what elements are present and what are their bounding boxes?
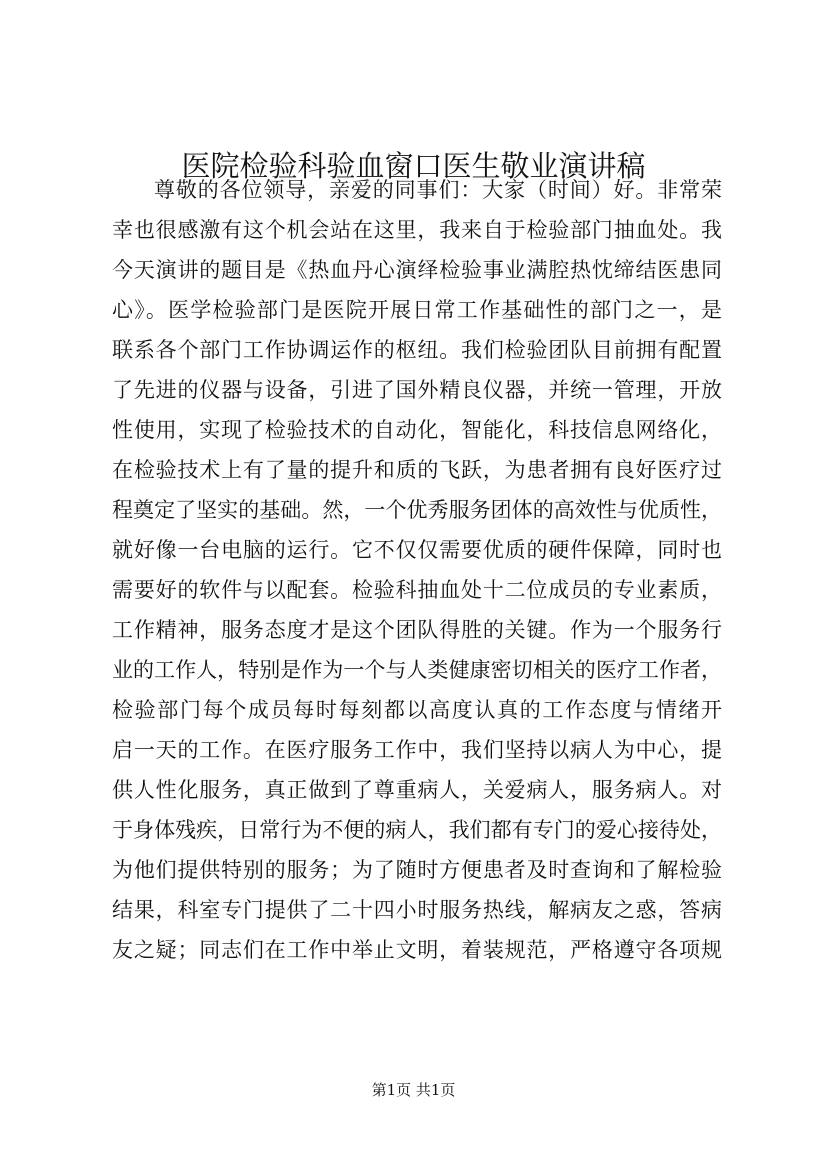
body-line: 检验部门每个成员每时每刻都以高度认真的工作态度与情绪开 (112, 698, 722, 722)
body-line: 结果，科室专门提供了二十四小时服务热线，解病友之惑，答病 (112, 898, 722, 922)
body-line: 联系各个部门工作协调运作的枢纽。我们检验团队目前拥有配置 (112, 338, 722, 362)
document-body (112, 170, 722, 970)
body-line: 程奠定了坚实的基础。然，一个优秀服务团体的高效性与优质性， (112, 498, 722, 522)
body-line: 就好像一台电脑的运行。它不仅仅需要优质的硬件保障，同时也 (112, 538, 722, 562)
body-line: 启一天的工作。在医疗服务工作中，我们坚持以病人为中心，提 (112, 738, 722, 762)
body-line: 供人性化服务，真正做到了尊重病人，关爱病人，服务病人。对 (112, 778, 722, 802)
body-line: 为他们提供特别的服务；为了随时方便患者及时查询和了解检验 (112, 858, 722, 882)
body-line: 心》。医学检验部门是医院开展日常工作基础性的部门之一，是 (112, 298, 722, 322)
body-line: 需要好的软件与以配套。检验科抽血处十二位成员的专业素质， (112, 578, 722, 602)
body-line: 尊敬的各位领导，亲爱的同事们：大家（时间）好。非常荣 (154, 178, 722, 202)
page-footer: 第1页 共1页 (371, 1081, 456, 1099)
document-title: 医院检验科验血窗口医生敬业演讲稿 (181, 149, 646, 183)
body-line: 友之疑；同志们在工作中举止文明，着装规范，严格遵守各项规 (112, 938, 722, 962)
body-line: 在检验技术上有了量的提升和质的飞跃，为患者拥有良好医疗过 (112, 458, 722, 482)
body-line: 业的工作人，特别是作为一个与人类健康密切相关的医疗工作者， (112, 658, 722, 682)
body-line: 工作精神，服务态度才是这个团队得胜的关键。作为一个服务行 (112, 618, 722, 642)
body-line: 性使用，实现了检验技术的自动化，智能化，科技信息网络化， (112, 418, 722, 442)
body-line: 于身体残疾，日常行为不便的病人，我们都有专门的爱心接待处， (112, 818, 722, 842)
body-line: 幸也很感激有这个机会站在这里，我来自于检验部门抽血处。我 (112, 218, 722, 242)
body-line: 今天演讲的题目是《热血丹心演绎检验事业满腔热忱缔结医患同 (112, 258, 722, 282)
body-line: 了先进的仪器与设备，引进了国外精良仪器，并统一管理，开放 (112, 378, 722, 402)
